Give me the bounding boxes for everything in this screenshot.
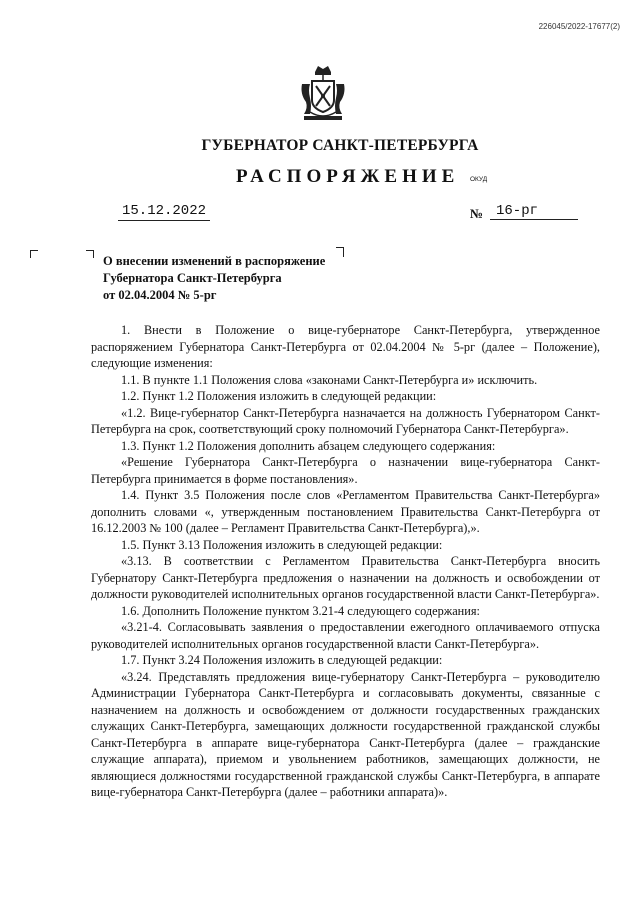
document-id: 226045/2022-17677(2) bbox=[538, 22, 620, 31]
paragraph: 1. Внести в Положение о вице-губернаторе Санкт-Петербурга, утвержденное распоряжением Губернатора Санкт-Петербурга от 02.04.2004 № 5-рг (далее – Положение), следующие изменения: bbox=[91, 323, 600, 370]
document-body bbox=[91, 322, 600, 801]
number-label: № bbox=[470, 206, 484, 221]
okud-label: ОКУД bbox=[470, 176, 488, 183]
paragraph: 1.3. Пункт 1.2 Положения дополнить абзацем следующего содержания: bbox=[121, 438, 496, 453]
subject-bracket-left bbox=[30, 250, 38, 258]
document-number: 16-рг bbox=[490, 203, 578, 220]
paragraph: «3.21-4. Согласовывать заявления о предоставлении ежегодного оплачиваемого отпуска руководителей исполнительных органов государственной власти Санкт-Петербурга». bbox=[91, 620, 600, 651]
subject-bracket-inner bbox=[86, 250, 94, 258]
subject-line: О внесении изменений в распоряжение bbox=[103, 254, 326, 268]
paragraph: «Решение Губернатора Санкт-Петербурга о назначении вице-губернатора Санкт-Петербурга принимается в форме постановления». bbox=[91, 455, 600, 486]
coat-of-arms-icon bbox=[298, 64, 348, 122]
paragraph: 1.2. Пункт 1.2 Положения изложить в следующей редакции: bbox=[121, 389, 437, 403]
document-subject bbox=[103, 253, 325, 304]
issuer-title: ГУБЕРНАТОР САНКТ-ПЕТЕРБУРГА bbox=[201, 137, 479, 154]
paragraph: 1.6. Дополнить Положение пунктом 3.21-4 следующего содержания: bbox=[121, 603, 480, 618]
paragraph: «1.2. Вице-губернатор Санкт-Петербурга назначается на должность Губернатором Санкт-Петербурга на срок, соответствующий сроку полномочий Губернатора Санкт-Петербурга». bbox=[91, 405, 600, 436]
paragraph: 1.7. Пункт 3.24 Положения изложить в следующей редакции: bbox=[121, 653, 443, 667]
document-date: 15.12.2022 bbox=[118, 203, 210, 221]
paragraph: «3.24. Представлять предложения вице-губернатору Санкт-Петербурга – руководителю Администрации Губернатора Санкт-Петербурга и согласовывать документы, связанные с назначением на должность и освобождением от должности государственных гражданских служащих Санкт-Петербурга, замещающих должности государственной гражданской службы Санкт-Петербурга в аппарате вице-губернатора Санкт-Петербурга (далее – гражданские служащие аппарата), приемом и увольнением работников, замещающих должности, не являющиеся должностями государственной гражданской службы Санкт-Петербурга, в аппарате вице-губернатора Санкт-Петербурга (далее – работники аппарата)». bbox=[91, 669, 600, 799]
paragraph: 1.4. Пункт 3.5 Положения после слов «Регламентом Правительства Санкт-Петербурга» дополнить словами «, утвержденным постановлением Правительства Санкт-Петербурга от 16.12.2003 № 100 (далее – Регламент Правительства Санкт-Петербурга),». bbox=[91, 488, 600, 535]
subject-bracket-right bbox=[336, 247, 344, 257]
paragraph: 1.1. В пункте 1.1 Положения слова «законами Санкт-Петербурга и» исключить. bbox=[121, 372, 538, 387]
subject-line: Губернатора Санкт-Петербурга bbox=[103, 271, 282, 285]
document-type: РАСПОРЯЖЕНИЕ bbox=[236, 166, 460, 187]
subject-line: от 02.04.2004 № 5-рг bbox=[103, 288, 217, 302]
paragraph: 1.5. Пункт 3.13 Положения изложить в следующей редакции: bbox=[121, 537, 443, 552]
paragraph: «3.13. В соответствии с Регламентом Правительства Санкт-Петербурга вносить Губернатору Санкт-Петербурга предложения о назначении на должность и освобождении от должности руководителей исполнительных органов государственной власти Санкт-Петербурга». bbox=[91, 554, 600, 601]
